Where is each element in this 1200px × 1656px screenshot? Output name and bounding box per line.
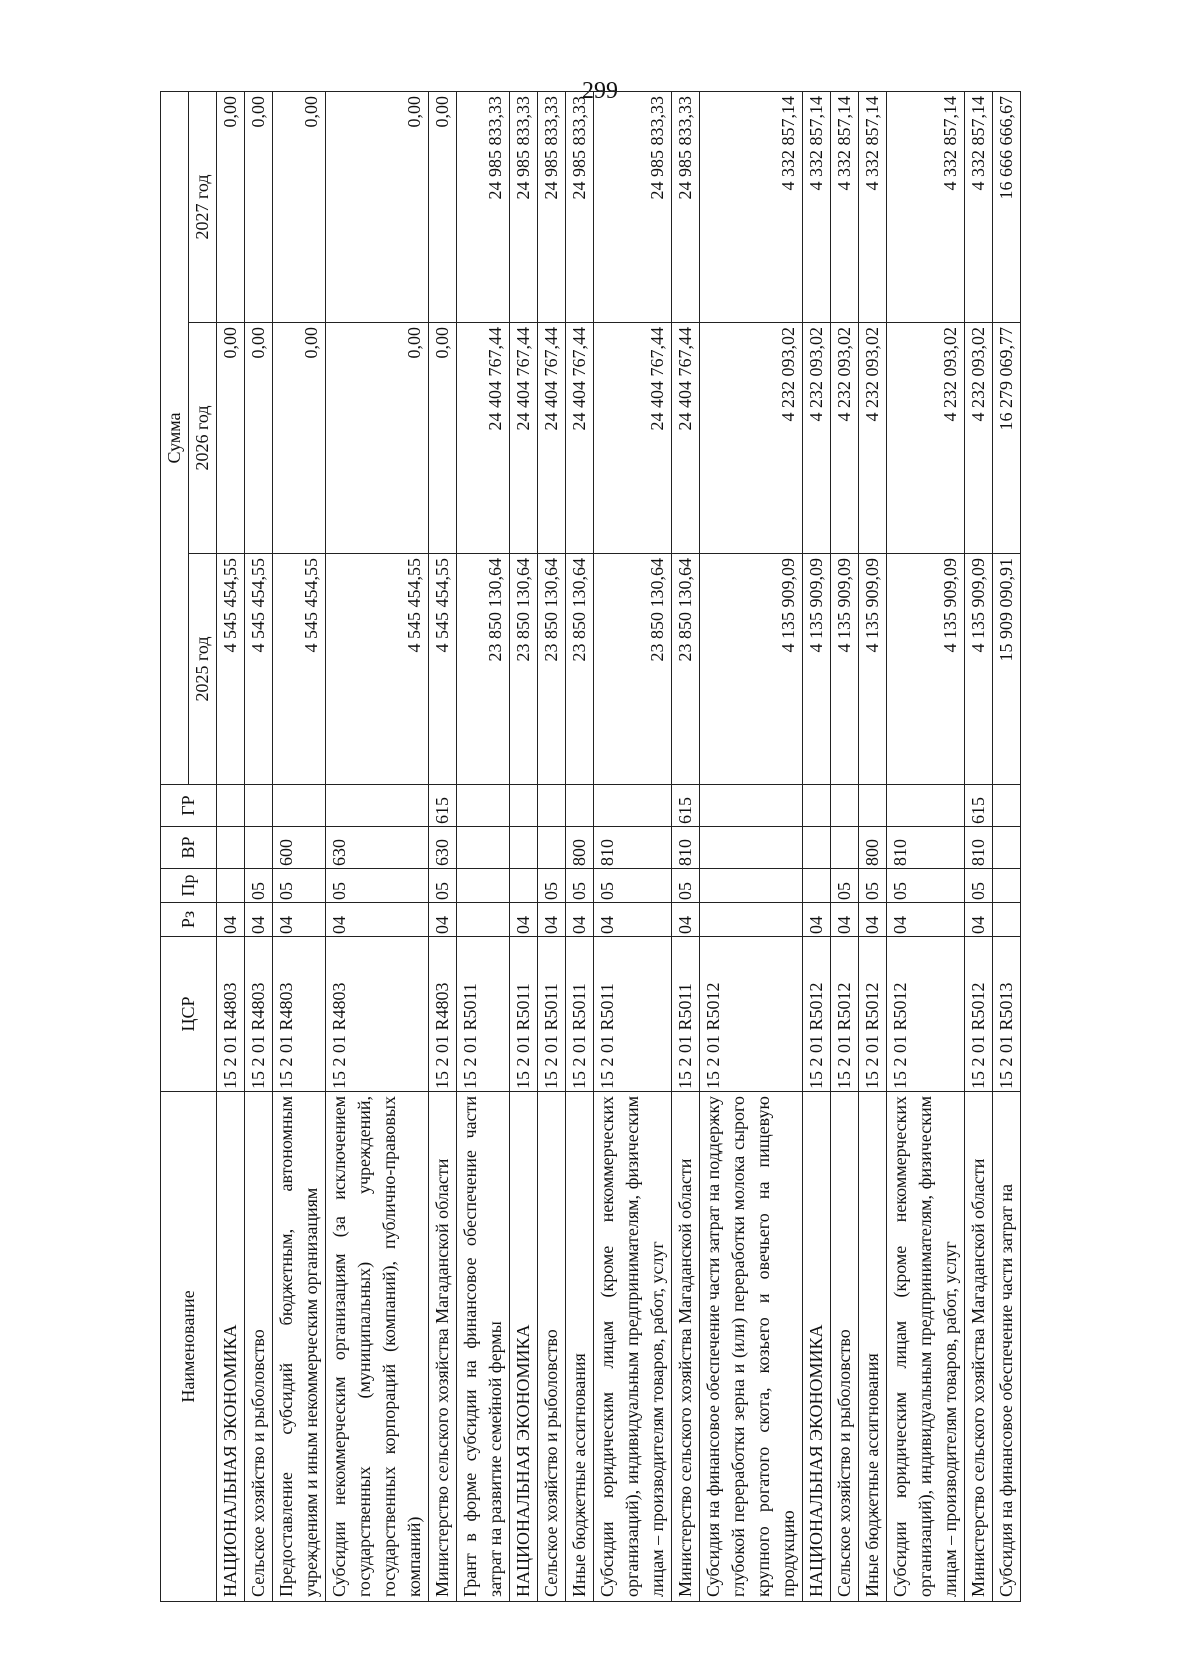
cell-2027: 24 985 833,33 bbox=[510, 91, 538, 322]
cell-2026: 24 404 767,44 bbox=[538, 323, 566, 554]
cell-csr: 15 2 01 R5011 bbox=[594, 937, 672, 1092]
cell-vr bbox=[700, 827, 803, 869]
cell-2025: 4 545 454,55 bbox=[245, 554, 273, 785]
header-pr: Пр bbox=[161, 869, 217, 903]
header-rz: Рз bbox=[161, 903, 217, 937]
cell-2025: 15 909 090,91 bbox=[993, 554, 1021, 785]
cell-vr: 630 bbox=[429, 827, 457, 869]
cell-rz bbox=[993, 903, 1021, 937]
cell-name: Предоставление субсидий бюджетным, автономным учреждениям и иным некоммерческим организациям bbox=[273, 1092, 326, 1602]
cell-gr bbox=[457, 785, 510, 827]
cell-rz: 04 bbox=[831, 903, 859, 937]
table-row bbox=[831, 91, 859, 1601]
cell-2027: 4 332 857,14 bbox=[831, 91, 859, 322]
cell-name: Субсидия на финансовое обеспечение части затрат на поддержку глубокой переработки зерна и (или) переработки молока сырого крупного рогатого скота, козьего и овечьего на пищевую продукцию bbox=[700, 1092, 803, 1602]
cell-name: Министерство сельского хозяйства Магаданской области bbox=[965, 1092, 993, 1602]
cell-pr bbox=[217, 869, 245, 903]
cell-rz: 04 bbox=[803, 903, 831, 937]
table-row bbox=[993, 91, 1021, 1601]
cell-rz: 04 bbox=[538, 903, 566, 937]
cell-2027: 24 985 833,33 bbox=[538, 91, 566, 322]
cell-2026: 4 232 093,02 bbox=[965, 323, 993, 554]
cell-rz: 04 bbox=[859, 903, 887, 937]
cell-pr: 05 bbox=[672, 869, 700, 903]
cell-gr bbox=[273, 785, 326, 827]
cell-2025: 23 850 130,64 bbox=[672, 554, 700, 785]
cell-vr bbox=[803, 827, 831, 869]
cell-gr bbox=[887, 785, 965, 827]
cell-2026: 0,00 bbox=[273, 323, 326, 554]
cell-rz bbox=[457, 903, 510, 937]
cell-2027: 0,00 bbox=[429, 91, 457, 322]
cell-2027: 0,00 bbox=[326, 91, 429, 322]
cell-2026: 24 404 767,44 bbox=[672, 323, 700, 554]
cell-2027: 4 332 857,14 bbox=[803, 91, 831, 322]
cell-pr: 05 bbox=[273, 869, 326, 903]
cell-csr: 15 2 01 R5012 bbox=[965, 937, 993, 1092]
cell-2025: 4 545 454,55 bbox=[326, 554, 429, 785]
cell-2027: 24 985 833,33 bbox=[566, 91, 594, 322]
cell-csr: 15 2 01 R5012 bbox=[700, 937, 803, 1092]
table-row bbox=[700, 91, 803, 1601]
page-number: 299 bbox=[582, 78, 618, 104]
cell-2025: 4 135 909,09 bbox=[700, 554, 803, 785]
cell-gr bbox=[245, 785, 273, 827]
cell-rz: 04 bbox=[326, 903, 429, 937]
cell-gr bbox=[217, 785, 245, 827]
cell-vr: 810 bbox=[594, 827, 672, 869]
cell-gr bbox=[594, 785, 672, 827]
table-header bbox=[161, 91, 217, 1601]
cell-vr: 800 bbox=[566, 827, 594, 869]
cell-name: Субсидии юридическим лицам (кроме некоммерческих организаций), индивидуальным предпринимателям, физическим лицам – производителям товаров, работ, услуг bbox=[887, 1092, 965, 1602]
cell-pr: 05 bbox=[429, 869, 457, 903]
table-row bbox=[217, 91, 245, 1601]
cell-2027: 4 332 857,14 bbox=[859, 91, 887, 322]
cell-2027: 0,00 bbox=[217, 91, 245, 322]
cell-2025: 4 545 454,55 bbox=[429, 554, 457, 785]
cell-csr: 15 2 01 R4803 bbox=[326, 937, 429, 1092]
cell-gr bbox=[859, 785, 887, 827]
cell-2026: 4 232 093,02 bbox=[859, 323, 887, 554]
cell-csr: 15 2 01 R5011 bbox=[672, 937, 700, 1092]
cell-2026: 4 232 093,02 bbox=[887, 323, 965, 554]
table-row bbox=[273, 91, 326, 1601]
cell-pr bbox=[803, 869, 831, 903]
cell-2025: 4 135 909,09 bbox=[831, 554, 859, 785]
header-sum: Сумма bbox=[161, 91, 189, 784]
cell-2026: 24 404 767,44 bbox=[457, 323, 510, 554]
table-row bbox=[245, 91, 273, 1601]
cell-csr: 15 2 01 R5013 bbox=[993, 937, 1021, 1092]
cell-gr bbox=[538, 785, 566, 827]
table-body bbox=[217, 91, 1021, 1601]
cell-2025: 23 850 130,64 bbox=[457, 554, 510, 785]
table-row bbox=[887, 91, 965, 1601]
cell-rz: 04 bbox=[510, 903, 538, 937]
cell-2025: 23 850 130,64 bbox=[566, 554, 594, 785]
cell-name: Субсидия на финансовое обеспечение части затрат на bbox=[993, 1092, 1021, 1602]
cell-csr: 15 2 01 R4803 bbox=[245, 937, 273, 1092]
cell-vr: 800 bbox=[859, 827, 887, 869]
cell-csr: 15 2 01 R5012 bbox=[803, 937, 831, 1092]
cell-vr: 810 bbox=[672, 827, 700, 869]
cell-name: НАЦИОНАЛЬНАЯ ЭКОНОМИКА bbox=[217, 1092, 245, 1602]
cell-gr bbox=[700, 785, 803, 827]
cell-rz: 04 bbox=[887, 903, 965, 937]
cell-2025: 4 135 909,09 bbox=[887, 554, 965, 785]
cell-name: Субсидии юридическим лицам (кроме некоммерческих организаций), индивидуальным предпринимателям, физическим лицам – производителям товаров, работ, услуг bbox=[594, 1092, 672, 1602]
cell-pr: 05 bbox=[831, 869, 859, 903]
table-row bbox=[594, 91, 672, 1601]
table-row bbox=[566, 91, 594, 1601]
budget-table bbox=[160, 91, 1021, 1602]
table-row bbox=[326, 91, 429, 1601]
cell-pr: 05 bbox=[538, 869, 566, 903]
cell-pr bbox=[700, 869, 803, 903]
cell-2026: 4 232 093,02 bbox=[803, 323, 831, 554]
cell-gr bbox=[566, 785, 594, 827]
cell-pr: 05 bbox=[594, 869, 672, 903]
cell-2027: 24 985 833,33 bbox=[457, 91, 510, 322]
cell-2026: 24 404 767,44 bbox=[566, 323, 594, 554]
cell-rz: 04 bbox=[217, 903, 245, 937]
cell-2027: 16 666 666,67 bbox=[993, 91, 1021, 322]
cell-2027: 0,00 bbox=[273, 91, 326, 322]
table-row bbox=[859, 91, 887, 1601]
cell-2026: 0,00 bbox=[245, 323, 273, 554]
cell-2026: 24 404 767,44 bbox=[510, 323, 538, 554]
cell-rz: 04 bbox=[429, 903, 457, 937]
cell-gr: 615 bbox=[672, 785, 700, 827]
cell-csr: 15 2 01 R4803 bbox=[429, 937, 457, 1092]
cell-name: Сельское хозяйство и рыболовство bbox=[538, 1092, 566, 1602]
cell-csr: 15 2 01 R5011 bbox=[566, 937, 594, 1092]
cell-vr bbox=[217, 827, 245, 869]
cell-csr: 15 2 01 R5012 bbox=[887, 937, 965, 1092]
cell-vr bbox=[993, 827, 1021, 869]
cell-2027: 4 332 857,14 bbox=[700, 91, 803, 322]
cell-pr: 05 bbox=[326, 869, 429, 903]
cell-vr: 630 bbox=[326, 827, 429, 869]
cell-2025: 4 545 454,55 bbox=[273, 554, 326, 785]
cell-vr bbox=[831, 827, 859, 869]
cell-2025: 4 135 909,09 bbox=[859, 554, 887, 785]
cell-name: Министерство сельского хозяйства Магаданской области bbox=[672, 1092, 700, 1602]
cell-gr bbox=[993, 785, 1021, 827]
header-vr: ВР bbox=[161, 827, 217, 869]
table-row bbox=[510, 91, 538, 1601]
cell-csr: 15 2 01 R4803 bbox=[273, 937, 326, 1092]
cell-gr bbox=[510, 785, 538, 827]
cell-gr bbox=[831, 785, 859, 827]
cell-vr bbox=[245, 827, 273, 869]
cell-csr: 15 2 01 R5011 bbox=[457, 937, 510, 1092]
cell-rz: 04 bbox=[566, 903, 594, 937]
cell-gr bbox=[803, 785, 831, 827]
header-year-2025: 2025 год bbox=[189, 554, 217, 785]
cell-pr bbox=[457, 869, 510, 903]
cell-2026: 4 232 093,02 bbox=[700, 323, 803, 554]
cell-pr: 05 bbox=[859, 869, 887, 903]
cell-2027: 4 332 857,14 bbox=[965, 91, 993, 322]
header-csr: ЦСР bbox=[161, 937, 217, 1092]
cell-gr bbox=[326, 785, 429, 827]
cell-name: Грант в форме субсидии на финансовое обеспечение части затрат на развитие семейной фермы bbox=[457, 1092, 510, 1602]
cell-gr: 615 bbox=[429, 785, 457, 827]
cell-2025: 4 135 909,09 bbox=[965, 554, 993, 785]
table-row bbox=[457, 91, 510, 1601]
cell-name: НАЦИОНАЛЬНАЯ ЭКОНОМИКА bbox=[510, 1092, 538, 1602]
cell-2025: 23 850 130,64 bbox=[538, 554, 566, 785]
table-row bbox=[803, 91, 831, 1601]
cell-2026: 0,00 bbox=[217, 323, 245, 554]
cell-csr: 15 2 01 R5012 bbox=[859, 937, 887, 1092]
rotated-table-container bbox=[160, 92, 1080, 1602]
cell-2025: 4 135 909,09 bbox=[803, 554, 831, 785]
cell-2026: 0,00 bbox=[429, 323, 457, 554]
cell-2027: 24 985 833,33 bbox=[672, 91, 700, 322]
cell-vr bbox=[510, 827, 538, 869]
cell-rz: 04 bbox=[965, 903, 993, 937]
cell-vr: 600 bbox=[273, 827, 326, 869]
cell-2027: 0,00 bbox=[245, 91, 273, 322]
cell-2025: 23 850 130,64 bbox=[594, 554, 672, 785]
table-row bbox=[429, 91, 457, 1601]
cell-name: Иные бюджетные ассигнования bbox=[859, 1092, 887, 1602]
cell-vr: 810 bbox=[887, 827, 965, 869]
cell-vr bbox=[538, 827, 566, 869]
table-row bbox=[965, 91, 993, 1601]
cell-pr: 05 bbox=[887, 869, 965, 903]
cell-pr bbox=[510, 869, 538, 903]
cell-rz: 04 bbox=[245, 903, 273, 937]
table-row bbox=[672, 91, 700, 1601]
cell-2027: 24 985 833,33 bbox=[594, 91, 672, 322]
cell-2025: 4 545 454,55 bbox=[217, 554, 245, 785]
header-year-2026: 2026 год bbox=[189, 323, 217, 554]
header-year-2027: 2027 год bbox=[189, 91, 217, 322]
cell-rz: 04 bbox=[672, 903, 700, 937]
cell-vr bbox=[457, 827, 510, 869]
cell-csr: 15 2 01 R5012 bbox=[831, 937, 859, 1092]
cell-name: Сельское хозяйство и рыболовство bbox=[831, 1092, 859, 1602]
cell-pr: 05 bbox=[566, 869, 594, 903]
cell-gr: 615 bbox=[965, 785, 993, 827]
cell-name: НАЦИОНАЛЬНАЯ ЭКОНОМИКА bbox=[803, 1092, 831, 1602]
cell-2025: 23 850 130,64 bbox=[510, 554, 538, 785]
cell-2026: 16 279 069,77 bbox=[993, 323, 1021, 554]
cell-name: Министерство сельского хозяйства Магаданской области bbox=[429, 1092, 457, 1602]
cell-vr: 810 bbox=[965, 827, 993, 869]
cell-csr: 15 2 01 R4803 bbox=[217, 937, 245, 1092]
cell-csr: 15 2 01 R5011 bbox=[538, 937, 566, 1092]
header-gr: ГР bbox=[161, 785, 217, 827]
cell-name: Сельское хозяйство и рыболовство bbox=[245, 1092, 273, 1602]
table-row bbox=[538, 91, 566, 1601]
cell-pr: 05 bbox=[965, 869, 993, 903]
cell-pr bbox=[993, 869, 1021, 903]
cell-name: Иные бюджетные ассигнования bbox=[566, 1092, 594, 1602]
header-name: Наименование bbox=[161, 1092, 217, 1602]
cell-rz: 04 bbox=[273, 903, 326, 937]
cell-pr: 05 bbox=[245, 869, 273, 903]
cell-rz bbox=[700, 903, 803, 937]
cell-2027: 4 332 857,14 bbox=[887, 91, 965, 322]
cell-rz: 04 bbox=[594, 903, 672, 937]
cell-2026: 0,00 bbox=[326, 323, 429, 554]
cell-2026: 24 404 767,44 bbox=[594, 323, 672, 554]
cell-csr: 15 2 01 R5011 bbox=[510, 937, 538, 1092]
cell-name: Субсидии некоммерческим организациям (за исключением государственных (муниципальных) учреждений, государственных корпораций (компаний), публично-правовых компаний) bbox=[326, 1092, 429, 1602]
cell-2026: 4 232 093,02 bbox=[831, 323, 859, 554]
